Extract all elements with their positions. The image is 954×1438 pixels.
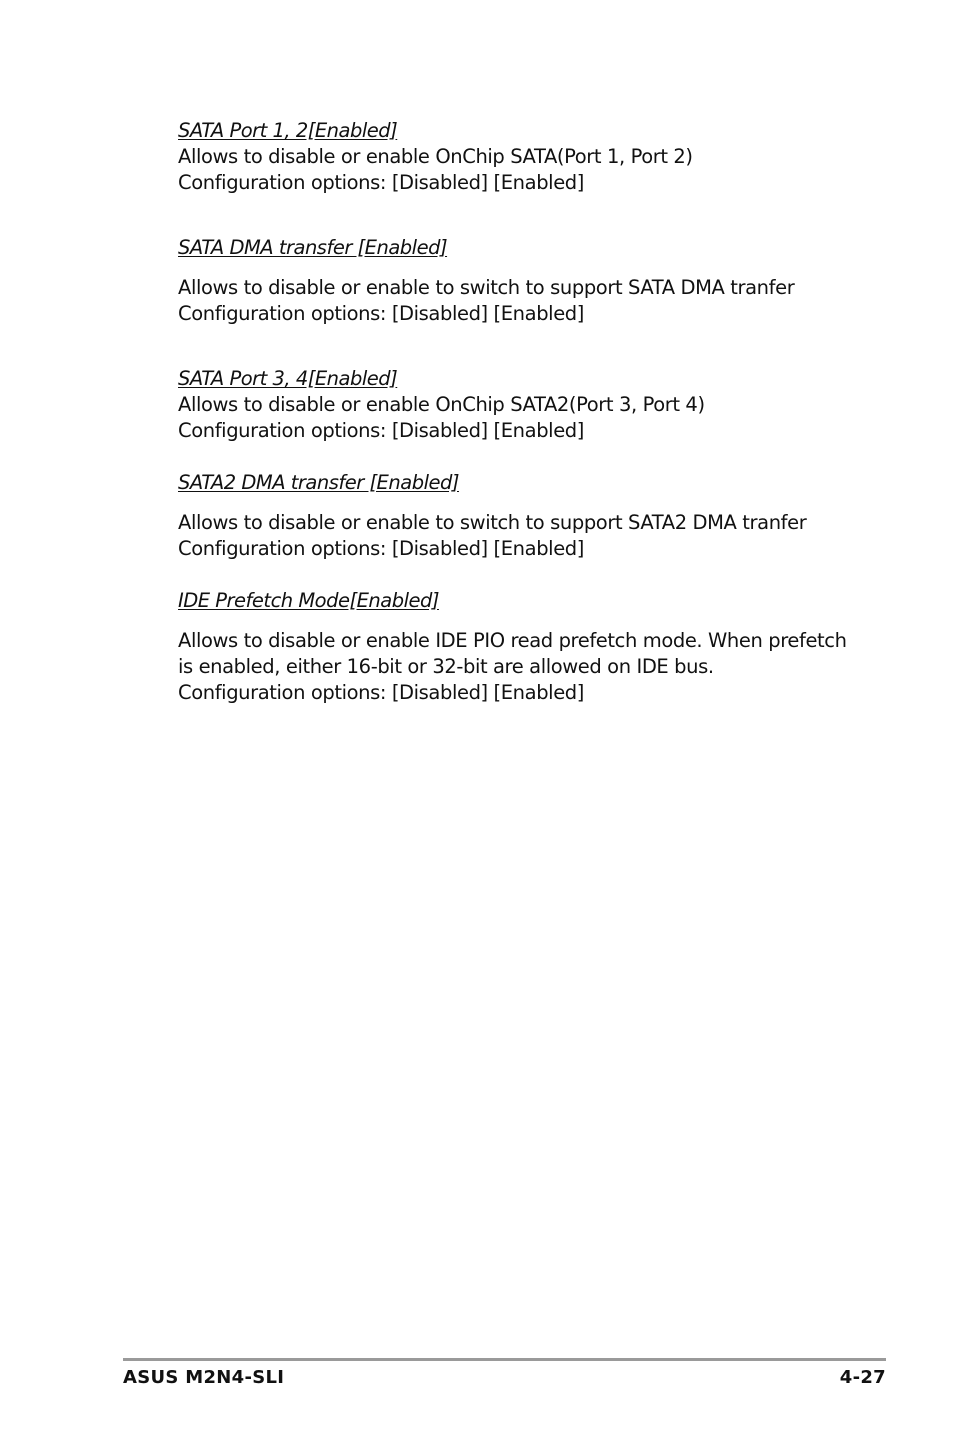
- description-line: Allows to disable or enable to switch to support SATA2 DMA tranfer: [178, 511, 807, 534]
- bios-option-sata-dma-transfer: [178, 235, 794, 327]
- option-description: [178, 144, 693, 196]
- configuration-options-line: Configuration options: [Disabled] [Enabled]: [178, 302, 584, 325]
- option-description: [178, 628, 847, 706]
- description-line: Allows to disable or enable IDE PIO read prefetch mode. When prefetch: [178, 629, 847, 652]
- footer-product-name: ASUS M2N4-SLI: [123, 1367, 285, 1388]
- option-heading: SATA2 DMA transfer [Enabled]: [178, 471, 459, 494]
- bios-option-sata2-dma-transfer: [178, 470, 806, 562]
- bios-option-ide-prefetch-mode: [178, 588, 847, 706]
- footer-page-number: 4-27: [839, 1367, 886, 1388]
- configuration-options-line: Configuration options: [Disabled] [Enabled]: [178, 419, 584, 442]
- option-heading: SATA Port 1, 2[Enabled]: [178, 119, 398, 142]
- bios-option-sata-port-1-2: [178, 118, 693, 196]
- bios-option-sata-port-3-4: [178, 366, 705, 444]
- footer-divider: [123, 1358, 886, 1361]
- description-line: Allows to disable or enable OnChip SATA(Port 1, Port 2): [178, 145, 693, 168]
- configuration-options-line: Configuration options: [Disabled] [Enabled]: [178, 681, 584, 704]
- option-heading: SATA Port 3, 4[Enabled]: [178, 367, 398, 390]
- option-heading: IDE Prefetch Mode[Enabled]: [178, 589, 439, 612]
- description-line: Allows to disable or enable to switch to support SATA DMA tranfer: [178, 276, 795, 299]
- description-line: Allows to disable or enable OnChip SATA2(Port 3, Port 4): [178, 393, 705, 416]
- option-description: [178, 510, 806, 562]
- configuration-options-line: Configuration options: [Disabled] [Enabled]: [178, 171, 584, 194]
- option-description: [178, 275, 794, 327]
- configuration-options-line: Configuration options: [Disabled] [Enabled]: [178, 537, 584, 560]
- option-heading: SATA DMA transfer [Enabled]: [178, 236, 448, 259]
- option-description: [178, 392, 705, 444]
- description-line: is enabled, either 16-bit or 32-bit are allowed on IDE bus.: [178, 655, 714, 678]
